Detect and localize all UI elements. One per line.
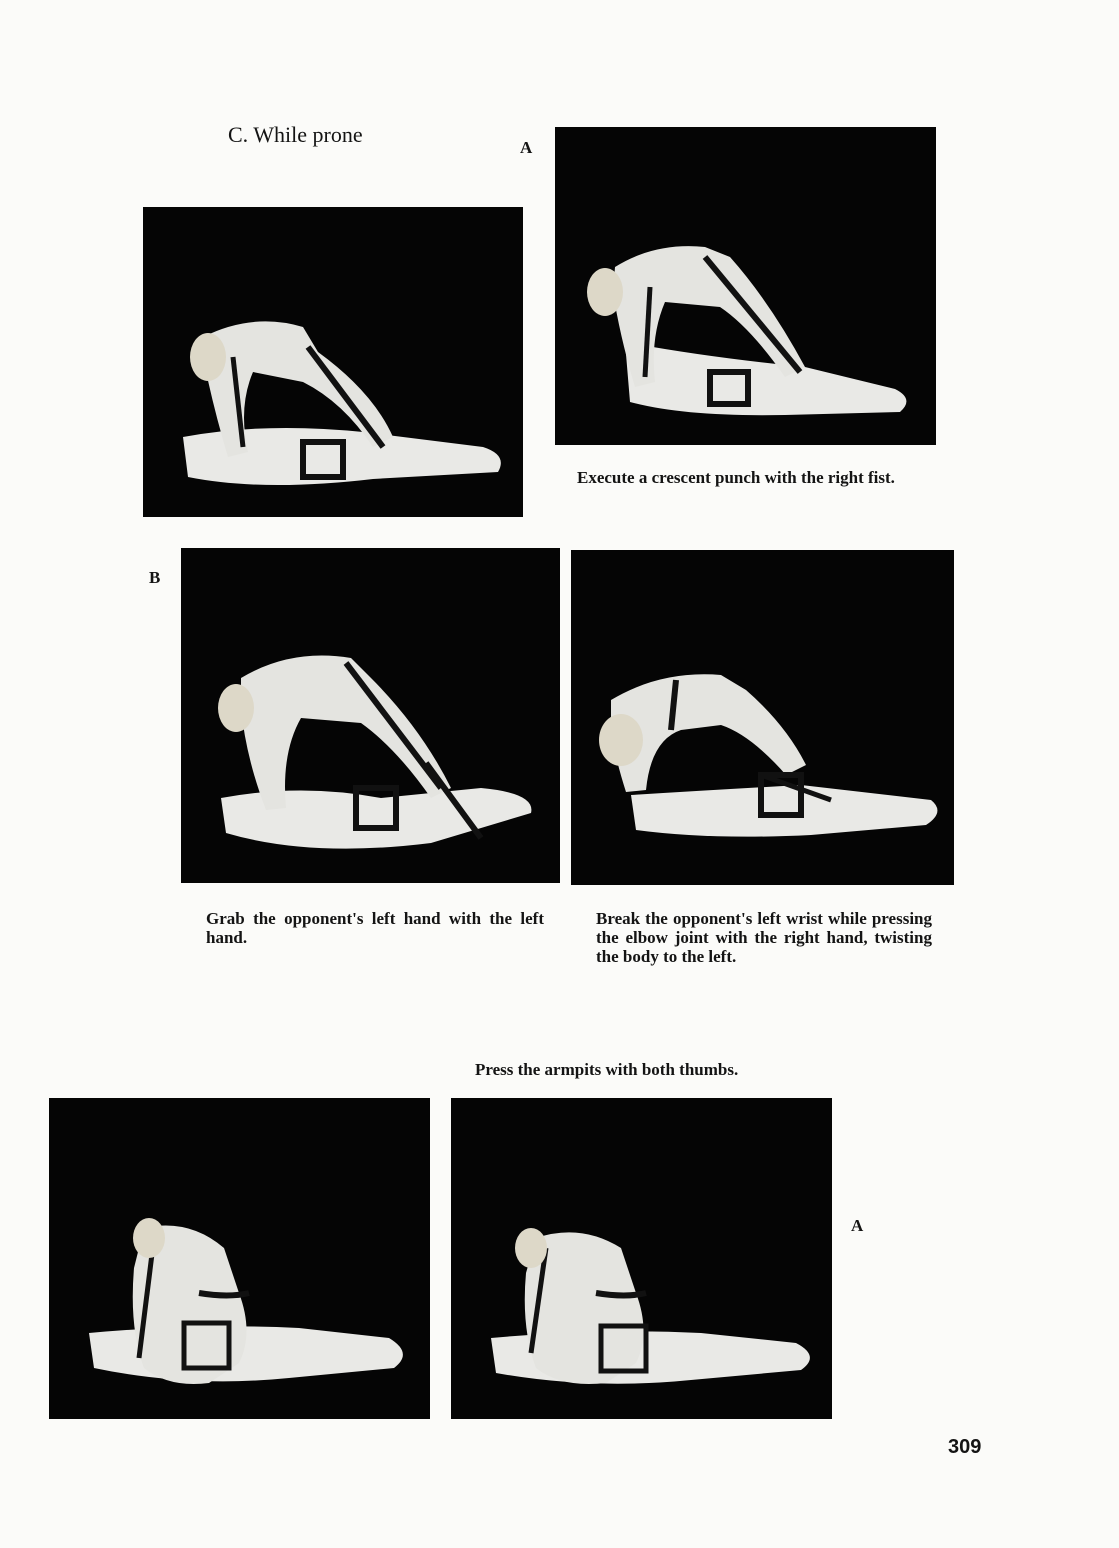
photo-press-armpits-2: [451, 1098, 832, 1419]
section-title: C. While prone: [228, 122, 363, 147]
photo-crescent-punch-figures: [555, 127, 936, 445]
photo-crescent-punch: [555, 127, 936, 445]
photo-press-armpits-1-figures: [49, 1098, 430, 1419]
photo-break-wrist-figures: [571, 550, 954, 885]
caption-grab-hand: Grab the opponent's left hand with the left hand.: [206, 909, 544, 947]
photo-prone-start-figures: [143, 207, 523, 517]
photo-grab-hand-figures: [181, 548, 560, 883]
step-label-b: B: [149, 568, 161, 587]
caption-crescent-punch: Execute a crescent punch with the right fist.: [577, 468, 895, 487]
photo-prone-start: [143, 207, 523, 517]
photo-press-armpits-1: [49, 1098, 430, 1419]
photo-grab-hand: [181, 548, 560, 883]
caption-press-armpits: Press the armpits with both thumbs.: [475, 1060, 739, 1079]
caption-break-wrist: Break the opponent's left wrist while pressing the elbow joint with the right hand, twisting the body to the left.: [596, 909, 932, 966]
page-number: 309: [948, 1436, 982, 1458]
photo-break-wrist: [571, 550, 954, 885]
step-label-a-bottom: A: [851, 1216, 864, 1235]
step-label-a-top: A: [520, 138, 533, 157]
photo-press-armpits-2-figures: [451, 1098, 832, 1419]
